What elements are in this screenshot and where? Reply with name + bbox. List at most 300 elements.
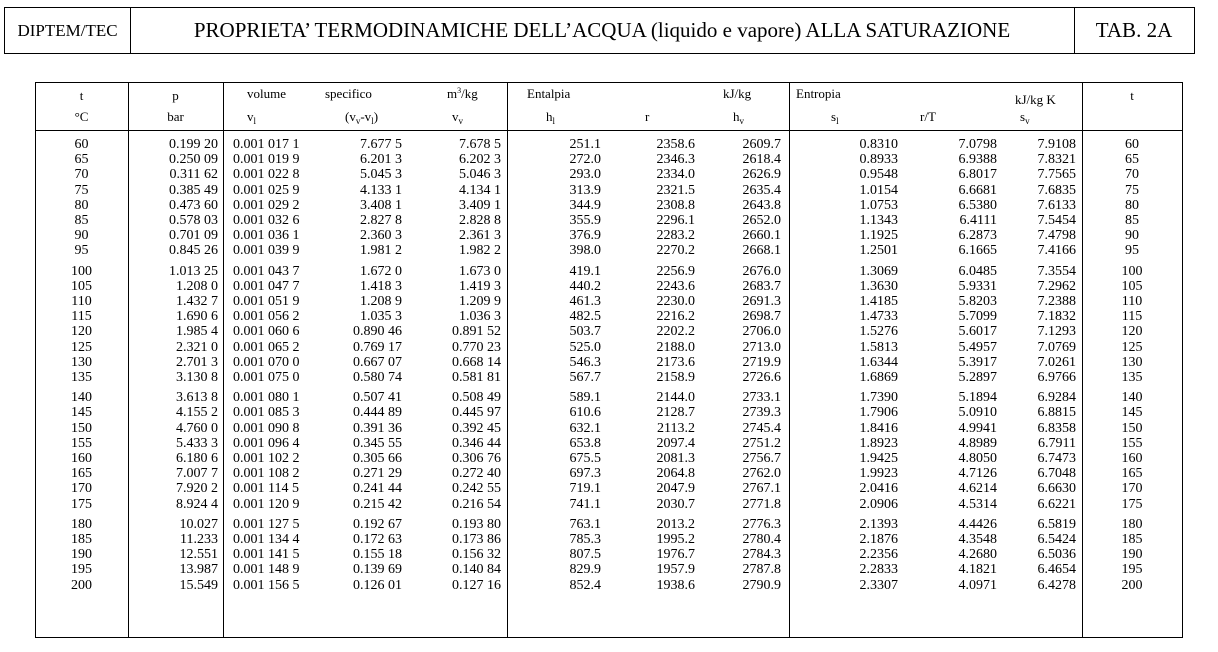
cell-rt: 5.9331 — [958, 278, 997, 294]
cell-r: 2202.2 — [656, 324, 695, 340]
cell-t: 75 — [74, 182, 89, 198]
cell-hl: 313.9 — [569, 182, 601, 198]
cell-vdiff: 5.045 3 — [360, 167, 402, 183]
cell-r: 2158.9 — [656, 370, 695, 385]
table-row — [35, 355, 1183, 370]
cell-hl: 376.9 — [569, 228, 601, 244]
cell-t2: 155 — [1121, 435, 1143, 451]
cell-t: 200 — [71, 577, 92, 593]
table-row — [35, 264, 1183, 279]
cell-hl: 719.1 — [569, 481, 601, 497]
cell-vdiff: 0.769 17 — [353, 339, 402, 355]
cell-sv: 6.9766 — [1037, 370, 1076, 385]
cell-sl: 1.5276 — [859, 324, 898, 340]
cell-vdiff: 0.507 41 — [353, 390, 402, 406]
cell-hl: 807.5 — [569, 547, 601, 563]
cell-t: 155 — [71, 435, 92, 451]
cell-vl: 0.001 090 8 — [233, 420, 300, 436]
cell-t: 90 — [74, 228, 89, 244]
cell-rt: 4.2680 — [958, 547, 997, 563]
cell-vdiff: 0.271 29 — [353, 466, 402, 482]
cell-rt: 6.5380 — [958, 197, 997, 213]
cell-rt: 6.6681 — [958, 182, 997, 198]
cell-hv: 2698.7 — [742, 309, 781, 325]
cell-vl: 0.001 029 2 — [233, 197, 300, 213]
cell-vdiff: 0.172 63 — [353, 532, 402, 547]
cell-hl: 567.7 — [569, 370, 601, 385]
cell-t2: 110 — [1121, 294, 1143, 309]
cell-hl: 785.3 — [569, 532, 601, 547]
cell-vdiff: 0.345 55 — [353, 435, 402, 451]
cell-sl: 0.9548 — [859, 167, 898, 183]
cell-t2: 125 — [1121, 339, 1143, 355]
table-row — [35, 167, 1183, 182]
cell-p: 0.578 03 — [169, 213, 218, 228]
cell-rt: 4.8050 — [958, 451, 997, 466]
cell-t2: 135 — [1121, 370, 1143, 385]
cell-t: 180 — [71, 516, 92, 532]
cell-hl: 355.9 — [569, 213, 601, 228]
cell-sv: 6.7048 — [1037, 466, 1076, 482]
cell-p: 0.845 26 — [169, 243, 218, 259]
cell-vl: 0.001 085 3 — [233, 405, 300, 421]
cell-p: 5.433 3 — [176, 435, 218, 451]
table-row — [35, 578, 1183, 593]
cell-t2: 95 — [1125, 243, 1139, 259]
cell-t: 70 — [74, 167, 89, 183]
cell-p: 3.613 8 — [176, 390, 218, 406]
cell-t2: 200 — [1121, 577, 1143, 593]
cell-sv: 7.2962 — [1037, 278, 1076, 294]
cell-vdiff: 0.241 44 — [353, 481, 402, 497]
cell-hl: 482.5 — [569, 309, 601, 325]
cell-vdiff: 0.667 07 — [353, 354, 402, 370]
table-row — [35, 309, 1183, 324]
specifico-label: specifico — [325, 86, 372, 101]
cell-rt: 5.2897 — [958, 370, 997, 385]
cell-hv: 2767.1 — [742, 481, 781, 497]
col-hl-header: $h_l$ — [546, 109, 556, 126]
cell-vv: 7.678 5 — [459, 137, 501, 152]
cell-rt: 4.0971 — [958, 577, 997, 593]
cell-sv: 6.4654 — [1037, 562, 1076, 578]
cell-rt: 6.0485 — [958, 263, 997, 279]
cell-rt: 5.7099 — [958, 309, 997, 325]
cell-vdiff: 1.035 3 — [360, 309, 402, 325]
department-label: DIPTEM/TEC — [5, 8, 131, 53]
cell-sv: 6.7911 — [1038, 435, 1076, 451]
table-row — [35, 517, 1183, 532]
cell-vl: 0.001 102 2 — [233, 451, 300, 466]
cell-t: 115 — [71, 309, 92, 325]
cell-sv: 7.0769 — [1037, 339, 1076, 355]
cell-sl: 0.8933 — [859, 152, 898, 168]
col-vv-header: $v_v$ — [452, 109, 463, 126]
cell-sv: 6.5424 — [1037, 532, 1076, 547]
cell-vl: 0.001 141 5 — [233, 547, 300, 563]
cell-vv: 0.668 14 — [452, 354, 501, 370]
cell-p: 1.013 25 — [169, 263, 218, 279]
table-row — [35, 370, 1183, 385]
cell-sv: 6.9284 — [1037, 390, 1076, 406]
cell-vl: 0.001 056 2 — [233, 309, 300, 325]
cell-t2: 150 — [1121, 420, 1143, 436]
table-row — [35, 279, 1183, 294]
cell-sv: 6.6221 — [1037, 496, 1076, 512]
cell-r: 2064.8 — [656, 466, 695, 482]
cell-hl: 398.0 — [569, 243, 601, 259]
cell-r: 2321.5 — [656, 182, 695, 198]
col-sv-header: $s_v$ — [1020, 109, 1030, 126]
col-t2-header: t — [1130, 88, 1134, 103]
cell-vv: 0.508 49 — [452, 390, 501, 406]
table-row — [35, 340, 1183, 355]
cell-vv: 0.392 45 — [452, 420, 501, 436]
cell-hv: 2751.2 — [742, 435, 781, 451]
cell-vdiff: 0.305 66 — [353, 451, 402, 466]
cell-t2: 80 — [1125, 197, 1139, 213]
cell-vl: 0.001 039 9 — [233, 243, 300, 259]
cell-r: 2296.1 — [656, 213, 695, 228]
col-vl-header: $v_l$ — [247, 109, 257, 126]
cell-r: 2097.4 — [656, 435, 695, 451]
table-row — [35, 213, 1183, 228]
cell-sl: 2.1393 — [859, 516, 898, 532]
cell-vdiff: 0.580 74 — [353, 370, 402, 385]
cell-sv: 7.2388 — [1037, 294, 1076, 309]
cell-rt: 4.7126 — [958, 466, 997, 482]
cell-t: 105 — [71, 278, 92, 294]
cell-t: 165 — [71, 466, 92, 482]
cell-vv: 1.982 2 — [459, 243, 501, 259]
cell-r: 2308.8 — [656, 197, 695, 213]
cell-t: 65 — [74, 152, 89, 168]
cell-vdiff: 0.890 46 — [353, 324, 402, 340]
cell-sl: 2.2356 — [859, 547, 898, 563]
cell-r: 2128.7 — [656, 405, 695, 421]
cell-sl: 1.7906 — [859, 405, 898, 421]
cell-vdiff: 2.360 3 — [360, 228, 402, 244]
cell-vdiff: 0.215 42 — [353, 496, 402, 512]
cell-vl: 0.001 080 1 — [233, 390, 300, 406]
cell-vv: 0.193 80 — [452, 516, 501, 532]
cell-sl: 2.2833 — [859, 562, 898, 578]
cell-p: 8.924 4 — [176, 496, 218, 512]
table-row — [35, 466, 1183, 481]
cell-vl: 0.001 114 5 — [233, 481, 299, 497]
cell-vv: 0.140 84 — [452, 562, 501, 578]
table-row — [35, 294, 1183, 309]
cell-sv: 7.6835 — [1037, 182, 1076, 198]
table-row — [35, 390, 1183, 405]
cell-t2: 85 — [1125, 213, 1139, 228]
cell-vl: 0.001 017 1 — [233, 137, 300, 152]
table-row — [35, 451, 1183, 466]
cell-rt: 5.0910 — [958, 405, 997, 421]
col-rt-header: r/T — [920, 109, 936, 124]
table-row — [35, 324, 1183, 339]
cell-sl: 1.2501 — [859, 243, 898, 259]
cell-r: 2144.0 — [656, 390, 695, 406]
cell-hl: 852.4 — [569, 577, 601, 593]
cell-sv: 7.0261 — [1037, 354, 1076, 370]
cell-rt: 4.3548 — [958, 532, 997, 547]
cell-r: 2173.6 — [656, 354, 695, 370]
cell-t: 190 — [71, 547, 92, 563]
cell-sv: 6.5036 — [1037, 547, 1076, 563]
cell-hv: 2660.1 — [742, 228, 781, 244]
cell-hl: 546.3 — [569, 354, 601, 370]
cell-t: 175 — [71, 496, 92, 512]
entropia-label: Entropia — [796, 86, 841, 101]
cell-sl: 1.0154 — [859, 182, 898, 198]
cell-hl: 675.5 — [569, 451, 601, 466]
cell-vv: 3.409 1 — [459, 197, 501, 213]
cell-r: 2230.0 — [656, 294, 695, 309]
cell-sl: 1.8416 — [859, 420, 898, 436]
cell-vdiff: 0.155 18 — [353, 547, 402, 563]
cell-t2: 90 — [1125, 228, 1139, 244]
cell-vdiff: 0.391 36 — [353, 420, 402, 436]
cell-vl: 0.001 120 9 — [233, 496, 300, 512]
cell-r: 2283.2 — [656, 228, 695, 244]
cell-hv: 2635.4 — [742, 182, 781, 198]
header-separator — [35, 130, 1183, 131]
cell-vv: 2.828 8 — [459, 213, 501, 228]
cell-p: 2.701 3 — [176, 354, 218, 370]
cell-hv: 2726.6 — [742, 370, 781, 385]
cell-hl: 653.8 — [569, 435, 601, 451]
cell-sl: 1.6869 — [859, 370, 898, 385]
table-row — [35, 481, 1183, 496]
cell-hv: 2787.8 — [742, 562, 781, 578]
cell-hl: 293.0 — [569, 167, 601, 183]
cell-t: 150 — [71, 420, 92, 436]
cell-p: 0.199 20 — [169, 137, 218, 152]
cell-hl: 610.6 — [569, 405, 601, 421]
cell-sv: 7.1832 — [1037, 309, 1076, 325]
cell-sl: 1.6344 — [859, 354, 898, 370]
cell-vv: 2.361 3 — [459, 228, 501, 244]
cell-t2: 165 — [1121, 466, 1143, 482]
cell-hl: 763.1 — [569, 516, 601, 532]
cell-vv: 0.581 81 — [452, 370, 501, 385]
cell-t: 195 — [71, 562, 92, 578]
cell-r: 2216.2 — [656, 309, 695, 325]
cell-r: 2081.3 — [656, 451, 695, 466]
cell-rt: 5.8203 — [958, 294, 997, 309]
table-row — [35, 547, 1183, 562]
cell-t2: 190 — [1121, 547, 1143, 563]
cell-p: 3.130 8 — [176, 370, 218, 385]
cell-t2: 140 — [1121, 390, 1143, 406]
cell-hl: 525.0 — [569, 339, 601, 355]
cell-hv: 2626.9 — [742, 167, 781, 183]
cell-rt: 5.1894 — [958, 390, 997, 406]
cell-hv: 2691.3 — [742, 294, 781, 309]
cell-p: 1.432 7 — [176, 294, 218, 309]
cell-vl: 0.001 060 6 — [233, 324, 300, 340]
cell-t: 125 — [71, 339, 92, 355]
page-title: PROPRIETA’ TERMODINAMICHE DELL’ACQUA (liquido e vapore) ALLA SATURAZIONE — [130, 8, 1075, 53]
saturation-table — [35, 82, 1183, 638]
entropy-unit: kJ/kg K — [1015, 92, 1056, 107]
cell-r: 1995.2 — [656, 532, 695, 547]
cell-hv: 2771.8 — [742, 496, 781, 512]
cell-t2: 70 — [1125, 167, 1139, 183]
cell-vl: 0.001 075 0 — [233, 370, 300, 385]
cell-t2: 180 — [1121, 516, 1143, 532]
cell-p: 4.155 2 — [176, 405, 218, 421]
cell-vl: 0.001 047 7 — [233, 278, 300, 294]
cell-rt: 6.4111 — [959, 213, 997, 228]
cell-r: 1976.7 — [656, 547, 695, 563]
cell-vl: 0.001 156 5 — [233, 577, 300, 593]
cell-vdiff: 1.981 2 — [360, 243, 402, 259]
cell-t: 85 — [74, 213, 89, 228]
cell-sv: 6.4278 — [1037, 577, 1076, 593]
cell-sv: 6.7473 — [1037, 451, 1076, 466]
cell-vl: 0.001 070 0 — [233, 354, 300, 370]
cell-vl: 0.001 032 6 — [233, 213, 300, 228]
cell-p: 15.549 — [179, 577, 218, 593]
cell-t2: 130 — [1121, 354, 1143, 370]
cell-vl: 0.001 019 9 — [233, 152, 300, 168]
cell-p: 0.385 49 — [169, 182, 218, 198]
cell-r: 2113.2 — [657, 420, 695, 436]
cell-sl: 1.1925 — [859, 228, 898, 244]
cell-t2: 170 — [1121, 481, 1143, 497]
cell-hl: 461.3 — [569, 294, 601, 309]
cell-rt: 4.6214 — [958, 481, 997, 497]
cell-sv: 7.1293 — [1037, 324, 1076, 340]
cell-vv: 0.216 54 — [452, 496, 501, 512]
cell-p: 1.690 6 — [176, 309, 218, 325]
cell-sl: 1.4185 — [859, 294, 898, 309]
table-row — [35, 421, 1183, 436]
cell-sv: 6.8358 — [1037, 420, 1076, 436]
cell-vdiff: 1.672 0 — [360, 263, 402, 279]
cell-hl: 344.9 — [569, 197, 601, 213]
cell-t2: 185 — [1121, 532, 1143, 547]
cell-rt: 6.9388 — [958, 152, 997, 168]
col-p-unit: bar — [167, 109, 184, 124]
cell-hv: 2784.3 — [742, 547, 781, 563]
cell-t2: 175 — [1121, 496, 1143, 512]
cell-sv: 6.5819 — [1037, 516, 1076, 532]
cell-rt: 4.5314 — [958, 496, 997, 512]
cell-sl: 1.3069 — [859, 263, 898, 279]
cell-sl: 1.0753 — [859, 197, 898, 213]
cell-sv: 6.6630 — [1037, 481, 1076, 497]
table-row — [35, 137, 1183, 152]
cell-t: 145 — [71, 405, 92, 421]
col-t-header: t — [79, 88, 84, 103]
cell-vv: 0.272 40 — [452, 466, 501, 482]
cell-r: 2256.9 — [656, 263, 695, 279]
cell-p: 4.760 0 — [176, 420, 218, 436]
cell-t: 130 — [71, 354, 92, 370]
cell-r: 1938.6 — [656, 577, 695, 593]
cell-t: 110 — [71, 294, 92, 309]
cell-hv: 2609.7 — [742, 137, 781, 152]
cell-rt: 7.0798 — [958, 137, 997, 152]
cell-hv: 2652.0 — [742, 213, 781, 228]
cell-vl: 0.001 036 1 — [233, 228, 300, 244]
cell-r: 2188.0 — [656, 339, 695, 355]
cell-vdiff: 3.408 1 — [360, 197, 402, 213]
cell-t: 100 — [71, 263, 92, 279]
cell-sv: 7.6133 — [1037, 197, 1076, 213]
col-r-header: r — [645, 109, 650, 124]
cell-hv: 2790.9 — [742, 577, 781, 593]
cell-hv: 2618.4 — [742, 152, 781, 168]
cell-sl: 1.7390 — [859, 390, 898, 406]
cell-hv: 2713.0 — [742, 339, 781, 355]
cell-sv: 7.4166 — [1037, 243, 1076, 259]
cell-sl: 2.1876 — [859, 532, 898, 547]
cell-sv: 7.3554 — [1037, 263, 1076, 279]
cell-hv: 2706.0 — [742, 324, 781, 340]
cell-sl: 0.8310 — [859, 137, 898, 152]
col-p-header: p — [172, 88, 179, 103]
cell-p: 6.180 6 — [176, 451, 218, 466]
table-row — [35, 562, 1183, 577]
cell-rt: 5.6017 — [958, 324, 997, 340]
cell-vl: 0.001 051 9 — [233, 294, 300, 309]
cell-sl: 2.0416 — [859, 481, 898, 497]
cell-t2: 75 — [1125, 182, 1139, 198]
cell-vl: 0.001 148 9 — [233, 562, 300, 578]
enthalpy-unit: kJ/kg — [723, 86, 752, 101]
cell-hl: 419.1 — [569, 263, 601, 279]
cell-t2: 195 — [1121, 562, 1143, 578]
cell-sl: 1.1343 — [859, 213, 898, 228]
cell-sv: 7.4798 — [1037, 228, 1076, 244]
cell-r: 2334.0 — [656, 167, 695, 183]
cell-t: 135 — [71, 370, 92, 385]
cell-vv: 0.891 52 — [452, 324, 501, 340]
cell-hl: 741.1 — [569, 496, 601, 512]
cell-vdiff: 0.126 01 — [353, 577, 402, 593]
cell-vv: 0.127 16 — [452, 577, 501, 593]
volume-unit: $m^3/kg$ — [447, 86, 478, 101]
cell-p: 10.027 — [179, 516, 218, 532]
cell-r: 2013.2 — [656, 516, 695, 532]
table-row — [35, 497, 1183, 512]
cell-p: 0.473 60 — [169, 197, 218, 213]
cell-p: 11.233 — [180, 532, 218, 547]
cell-vv: 6.202 3 — [459, 152, 501, 168]
cell-vl: 0.001 127 5 — [233, 516, 300, 532]
document-header — [4, 7, 1195, 54]
cell-p: 0.701 09 — [169, 228, 218, 244]
cell-vdiff: 2.827 8 — [360, 213, 402, 228]
cell-p: 0.311 62 — [169, 167, 218, 183]
cell-hv: 2676.0 — [742, 263, 781, 279]
cell-vv: 1.419 3 — [459, 278, 501, 294]
cell-t: 160 — [71, 451, 92, 466]
cell-t: 80 — [74, 197, 89, 213]
cell-t2: 115 — [1121, 309, 1143, 325]
cell-vv: 5.046 3 — [459, 167, 501, 183]
cell-vdiff: 7.677 5 — [360, 137, 402, 152]
cell-vv: 0.306 76 — [452, 451, 501, 466]
cell-p: 12.551 — [179, 547, 218, 563]
cell-hl: 251.1 — [569, 137, 601, 152]
cell-rt: 5.3917 — [958, 354, 997, 370]
cell-vdiff: 0.139 69 — [353, 562, 402, 578]
